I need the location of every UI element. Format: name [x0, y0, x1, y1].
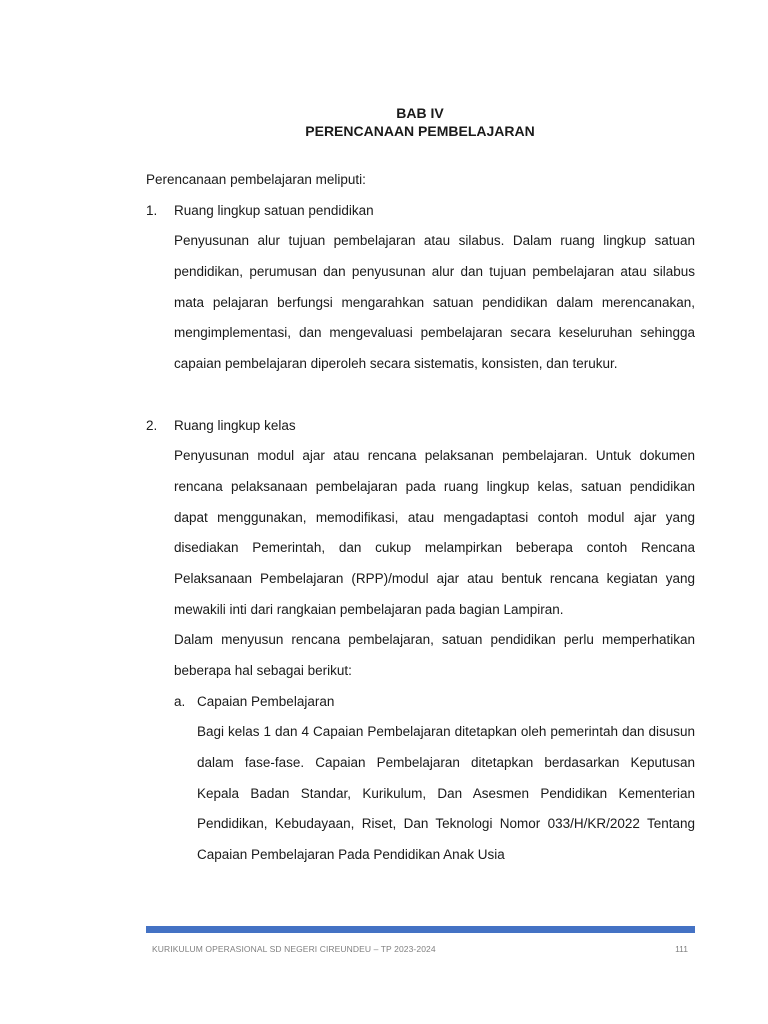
footer-rule — [146, 926, 695, 933]
chapter-title: PERENCANAAN PEMBELAJARAN — [305, 123, 535, 139]
item-1-number: 1. — [146, 203, 158, 218]
item-2-number: 2. — [146, 418, 158, 433]
item-2-paragraph: Penyusunan modul ajar atau rencana pelaksanan pembelajaran. Untuk dokumen rencana pelaksanaan pembelajaran pada ruang lingkup kelas, satuan pendidikan dapat menggunakan, memodifikasi, atau mengadaptasi contoh modul ajar yang disediakan Pemerintah, dan cukup melampirkan beberapa contoh Rencana Pelaksanaan Pembelajaran (RPP)/modul ajar atau bentuk rencana kegiatan yang mewakili inti dari rangkaian pembelajaran pada bagian Lampiran. — [174, 448, 695, 617]
sub-a-number: a. — [174, 694, 186, 709]
item-2-paragraph-2: Dalam menyusun rencana pembelajaran, satuan pendidikan perlu memperhatikan beberapa hal sebagai berikut: — [174, 632, 695, 678]
chapter-label: BAB IV — [396, 105, 444, 121]
page-number: 111 — [675, 944, 688, 954]
sub-a-paragraph: Bagi kelas 1 dan 4 Capaian Pembelajaran ditetapkan oleh pemerintah dan disusun dalam fase-fase. Capaian Pembelajaran ditetapkan berdasarkan Keputusan Kepala Badan Standar, Kurikulum, Dan Asesmen Pendidikan Kementerian Pendidikan, Kebudayaan, Riset, Dan Teknologi Nomor 033/H/KR/2022 Tentang Capaian Pembelajaran Pada Pendidikan Anak Usia — [197, 724, 695, 863]
footer-text: KURIKULUM OPERASIONAL SD NEGERI CIREUNDEU – TP 2023-2024 — [152, 944, 436, 954]
item-1-heading: Ruang lingkup satuan pendidikan — [174, 203, 374, 218]
intro-text: Perencanaan pembelajaran meliputi: — [146, 172, 366, 187]
sub-a-heading: Capaian Pembelajaran — [197, 694, 335, 709]
item-2-heading: Ruang lingkup kelas — [174, 418, 296, 433]
item-1-paragraph: Penyusunan alur tujuan pembelajaran atau silabus. Dalam ruang lingkup satuan pendidikan, perumusan dan penyusunan alur dan tujuan pembelajaran atau silabus mata pelajaran berfungsi mengarahkan satuan pendidikan dalam merencanakan, mengimplementasi, dan mengevaluasi pembelajaran secara keseluruhan sehingga capaian pembelajaran diperoleh secara sistematis, konsisten, dan terukur. — [174, 233, 695, 372]
